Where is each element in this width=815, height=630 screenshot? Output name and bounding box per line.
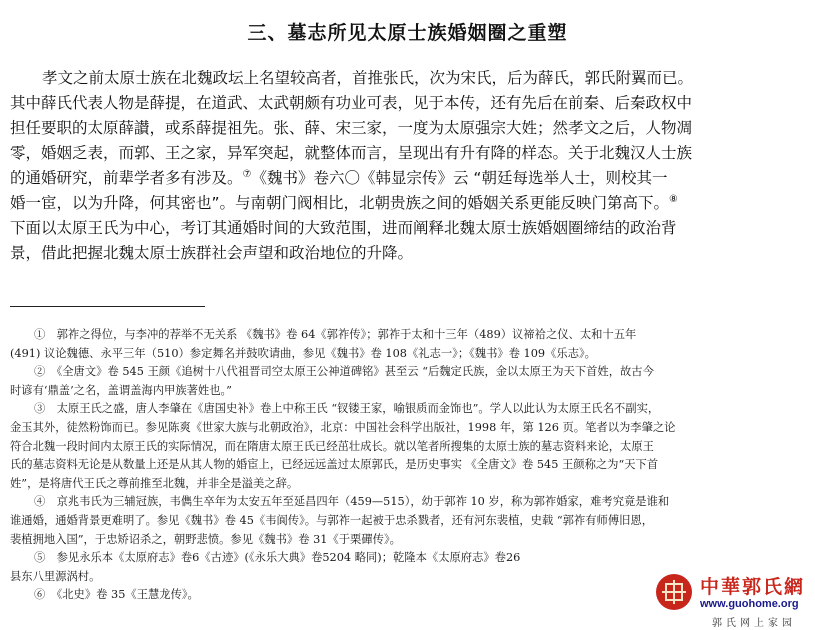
- footnote-line: 谁通婚，通婚背景更难明了。参见《魏书》卷 45《韦阆传》。与郭祚一起被于忠杀戮者，还有河东裴植，史载 “郭祚有师傅旧恩，: [10, 513, 654, 527]
- footnote-line: 符合北魏一段时间内太原王氏的实际情况，而在隋唐太原王氏已经茁壮成长。就以笔者所搜集的太原士族的墓志资料来论，太原王: [10, 439, 654, 453]
- footnote-line: ② 《全唐文》卷 545 王颜《追树十八代祖晋司空太原王公神道碑铭》甚至云 “后魏定氏族，金以太原王为天下首姓，故古今: [34, 365, 654, 379]
- body-line-text: 的通婚研究，前辈学者多有涉及。: [10, 169, 243, 187]
- logo-name: 中華郭氏網: [700, 576, 806, 598]
- logo-subtitle: 郭氏网上家园: [712, 618, 796, 629]
- body-line: 零，婚姻乏表，而郭、王之家，异军突起，就整体而言，呈现出有升有降的样态。关于北魏汉人士族: [10, 144, 693, 162]
- seal-icon: [656, 574, 692, 610]
- footnote-line: 姓”，是将唐代王氏之尊前推至北魏，并非全是溢美之辞。: [10, 476, 299, 490]
- footnotes: [10, 326, 810, 605]
- footnote-line: 金玉其外，徒然粉饰而已。参见陈爽《世家大族与北朝政治》，北京：中国社会科学出版社，1998 年，第 126 页。笔者以为李肇之论: [10, 420, 676, 434]
- body-line-tail: 《魏书》卷六〇《韩显宗传》云 “朝廷每选举人士，则校其一: [251, 169, 668, 187]
- footnote-line: 氏的墓志资料无论是从数量上还是从其人物的婚宦上，已经远远盖过太原郭氏，是历史事实 《全唐文》卷 545 王颜称之为“天下首: [10, 458, 659, 472]
- footnote-line: ⑤ 参见永乐本《太原府志》卷6《古迹》(《永乐大典》卷5204 略同)；乾隆本《太原府志》卷26: [34, 551, 521, 565]
- body-line: 孝文之前太原士族在北魏政坛上名望较高者，首推张氏，次为宋氏，后为薛氏，郭氏附翼而已。: [42, 69, 694, 87]
- footnote-line: 裴植拥地入国”，于忠矫诏杀之，朝野悲愤。参见《魏书》卷 31《于栗磾传》。: [10, 532, 401, 546]
- footnote-line: ③ 太原王氏之盛，唐人李肇在《唐国史补》卷上中称王氏 “钗镂王家，喻银质而金饰也”。学人以此认为太原王氏名不副实，: [34, 402, 660, 416]
- body-line: [10, 191, 810, 216]
- body-line: 下面以太原王氏为中心，考订其通婚时间的大致范围，进而阐释北魏太原士族婚姻圈缔结的政治背: [10, 219, 677, 237]
- footnote-line: 县东八里源涡村。: [10, 569, 101, 583]
- main-body-text: [10, 66, 810, 266]
- footnote-line: ④ 京兆韦氏为三辅冠族，韦儁生卒年为太安五年至延昌四年（459—515），幼于郭祚 10 岁，称为郭祚婚家，难考究竟是谁和: [34, 495, 670, 509]
- site-watermark-logo[interactable]: [652, 568, 812, 630]
- footnote-line: 时谚有‘鼎盖’之名，盖谓盖海内甲族著姓也。”: [10, 383, 232, 397]
- footnote-mark-7[interactable]: ⑦: [242, 168, 252, 180]
- body-line: 担任要职的太原薛讃，或系薛提祖先。张、薛、宋三家，一度为太原强宗大姓；然孝文之后，人物凋: [10, 119, 693, 137]
- footnote-line: ⑥ 《北史》卷 35《王慧龙传》。: [34, 588, 199, 602]
- section-title: 三、墓志所见太原士族婚姻圈之重塑: [247, 22, 568, 44]
- footnote-mark-8[interactable]: ⑧: [669, 193, 679, 205]
- footnote-line: ① 郭祚之得位，与李冲的荐举不无关系 《魏书》卷 64《郭祚传》；郭祚于太和十三年（489）议禘祫之仪、太和十五年: [34, 328, 637, 341]
- body-line: 其中薛氏代表人物是薛提，在道武、太武朝颇有功业可表，见于本传，还有先后在前秦、后秦政权中: [10, 94, 693, 112]
- body-line-text: 婚一宦，以为升降，何其密也”。与南朝门阀相比，北朝贵族之间的婚姻关系更能反映门第高下。: [10, 194, 670, 212]
- footnote-line: (491) 议论魏德、永平三年（510）参定舞名并鼓吹请曲，参见《魏书》卷 108《礼志一》；《魏书》卷 109《乐志》。: [10, 346, 596, 360]
- body-line: [10, 166, 810, 191]
- body-line: 景，借此把握北魏太原士族群社会声望和政治地位的升降。: [10, 244, 414, 262]
- footnote-divider: [10, 306, 205, 307]
- logo-url[interactable]: www.guohome.org: [700, 598, 799, 610]
